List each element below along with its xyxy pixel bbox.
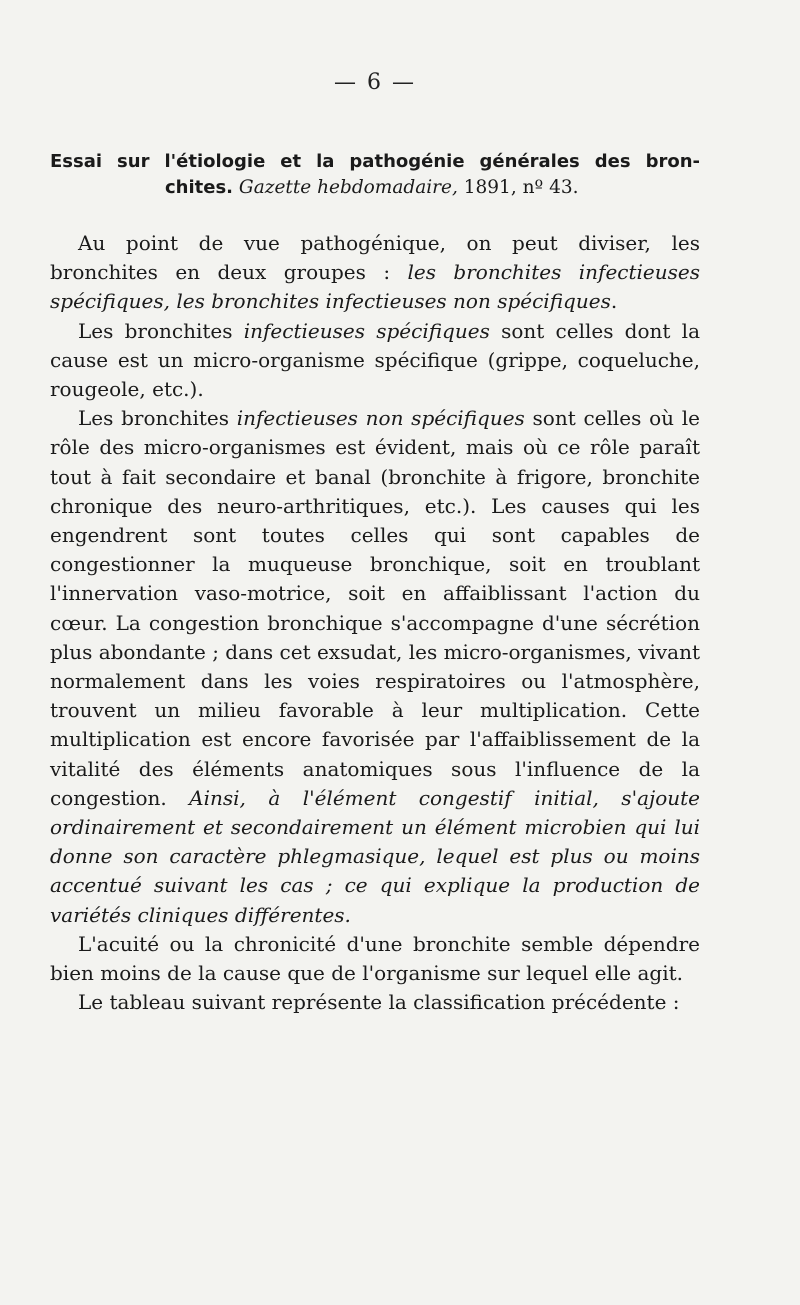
paragraph-5: Le tableau suivant représente la classification précédente : bbox=[78, 990, 680, 1015]
paragraph-3-emphasis-b: infectieuses non spécifiques bbox=[236, 406, 525, 431]
paragraph-1-emphasis-d: les bronchites infectieuses non spécifiques bbox=[176, 289, 611, 314]
reference-details: 1891, nº 43. bbox=[463, 177, 579, 198]
paragraph-2-emphasis-b: infectieuses spécifiques bbox=[243, 318, 490, 343]
paragraph-2-text-c: sont celles dont la cause est un micro-organisme spécifique (grippe, coqueluche, rougeole, etc.). bbox=[50, 318, 700, 402]
paragraph-3-text-c: sont celles où le rôle des micro-organismes est évident, mais où ce rôle paraît tout à fait secondaire et banal (bronchite à frigore, bronchite chronique des neuro-arthritiques, etc.). Les causes qui les engendrent sont toutes celles qui sont capables de congestionner la muqueuse bronchique, soit en troublant l'innervation vaso-motrice, soit en affaiblissant l'action du cœur. La congestion bronchique s'accompagne d'une sécrétion plus abondante ; dans cet exsudat, les micro-organismes, vivant normalement dans les voies respiratoires ou l'atmosphère, trouvent un milieu favorable à leur multiplication. Cette multiplication est encore favorisée par l'affaiblissement de la vitalité des éléments anatomiques sous l'influence de la congestion. bbox=[50, 406, 700, 810]
paragraph-3-text-a: Les bronchites bbox=[78, 406, 237, 431]
reference-title-line1: Essai sur l'étiologie et la pathogénie générales des bron- bbox=[50, 151, 700, 172]
reference-line2 bbox=[50, 175, 700, 201]
paragraph-1-text-e: . bbox=[610, 289, 618, 314]
paragraph-1 bbox=[50, 229, 700, 317]
paragraph-1-text-a: Au point de vue pathogénique, on peut diviser, les bronchites en deux groupes : bbox=[50, 231, 700, 285]
page-text-block bbox=[50, 70, 700, 1017]
reference-title-line2: chites. bbox=[165, 177, 234, 198]
paragraph-3 bbox=[50, 404, 700, 930]
reference-journal: Gazette hebdomadaire, bbox=[238, 177, 458, 198]
paragraph-2 bbox=[50, 317, 700, 405]
page-number: — 6 — bbox=[334, 70, 416, 95]
bibliographic-reference bbox=[50, 149, 700, 201]
paragraph-3-emphasis-d: Ainsi, à l'élément congestif initial, s'ajoute ordinairement et secondairement un élément microbien qui lui donne son caractère phlegmasique, lequel est plus ou moins accentué suivant les cas ; ce qui explique la production de variétés cliniques différentes. bbox=[50, 785, 700, 927]
paragraph-2-text-a: Les bronchites bbox=[78, 318, 244, 343]
paragraph-4: L'acuité ou la chronicité d'une bronchite semble dépendre bien moins de la cause que de l'organisme sur lequel elle agit. bbox=[50, 931, 700, 986]
paragraph-1-emphasis-b: les bronchites infectieuses spécifiques, bbox=[50, 260, 700, 314]
